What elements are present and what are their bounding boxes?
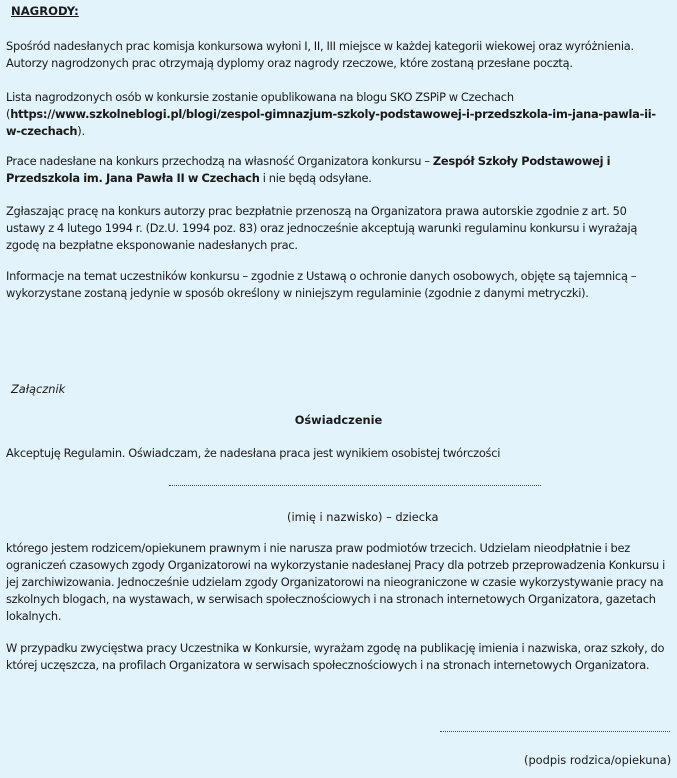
privacy-paragraph: Informacje na temat uczestników konkursu – zgodnie z Ustawą o ochronie danych osobowych, objęte są tajemnicą – wykorzystane zostaną jedynie w sposób określony w niniejszym regulaminie (zgodnie z danymi metryczki). [6,269,637,300]
consent-paragraph: którego jestem rodzicem/opiekunem prawnym i nie narusza praw podmiotów trzecich. Udzielam nieodpłatnie i bez ograniczeń czasowych zgody Organizatorowi na wykorzystanie nadesłanej Pracy dla potrzeb przeprowadzenia Konkursu i jej zarchiwizowania. Jednocześnie udzielam zgody Organizatorowi na nieograniczone w czasie wykorzystywanie pracy na szkolnych blogach, na wystawach, w serwisach społecznościowych i na stronach internetowych Organizatora, gazetach lokalnych. [6,541,666,623]
winners-list-text-end: ). [77,124,85,138]
winners-list-text-start: Lista nagrodzonych osób w konkursie zostanie opublikowana na blogu SKO ZSPiP w Czechach ( [6,90,514,121]
accept-statement: Akceptuję Regulamin. Oświadczam, że nadesłana praca jest wynikiem osobistej twórczości [6,446,501,460]
child-name-label: (imię i nazwisko) – dziecka [287,510,439,524]
declaration-title: Oświadczenie [294,413,383,427]
child-name-line[interactable] [169,485,541,486]
blog-url-link[interactable]: https://www.szkolneblogi.pl/blogi/zespol-gimnazjum-szkoly-podstawowej-i-przedszkola-im-jana-pawla-ii-w-czechach [6,107,656,138]
winners-list-paragraph [6,89,668,140]
winner-publication-paragraph: W przypadku zwycięstwa pracy Uczestnika w Konkursie, wyrażam zgodę na publikację imienia i nazwiska, oraz szkoły, do której uczęszcza, na profilach Organizatora w serwisach społecznościowych i na stronach internetowych Organizatora. [6,641,665,672]
organizer-name: Zespół Szkoły Podstawowej i Przedszkola im. Jana Pawła II w Czechach [6,154,611,185]
prizes-paragraph: Spośród nadesłanych prac komisja konkursowa wyłoni I, II, III miejsce w każdej kategorii wiekowej oraz wyróżnienia. Autorzy nagrodzonych prac otrzymają dyplomy oraz nagrody rzeczowe, które zostaną przesłane pocztą. [6,39,634,70]
signature-line[interactable] [440,731,670,732]
ownership-paragraph [6,153,668,187]
ownership-text-start: Prace nadesłane na konkurs przechodzą na własność Organizatora konkursu – [6,154,433,168]
ownership-text-end: i nie będą odsyłane. [259,171,372,185]
signature-label: (podpis rodzica/opiekuna) [524,753,672,767]
attachment-label: Załącznik [11,382,66,396]
section-heading-prizes: NAGRODY: [11,4,79,18]
copyright-paragraph: Zgłaszając pracę na konkurs autorzy prac bezpłatnie przenoszą na Organizatora prawa autorskie zgodnie z art. 50 ustawy z 4 lutego 1994 r. (Dz.U. 1994 poz. 83) oraz jednocześnie akceptują warunki regulaminu konkursu i wyrażają zgodę na bezpłatne eksponowanie nadesłanych prac. [6,204,638,252]
